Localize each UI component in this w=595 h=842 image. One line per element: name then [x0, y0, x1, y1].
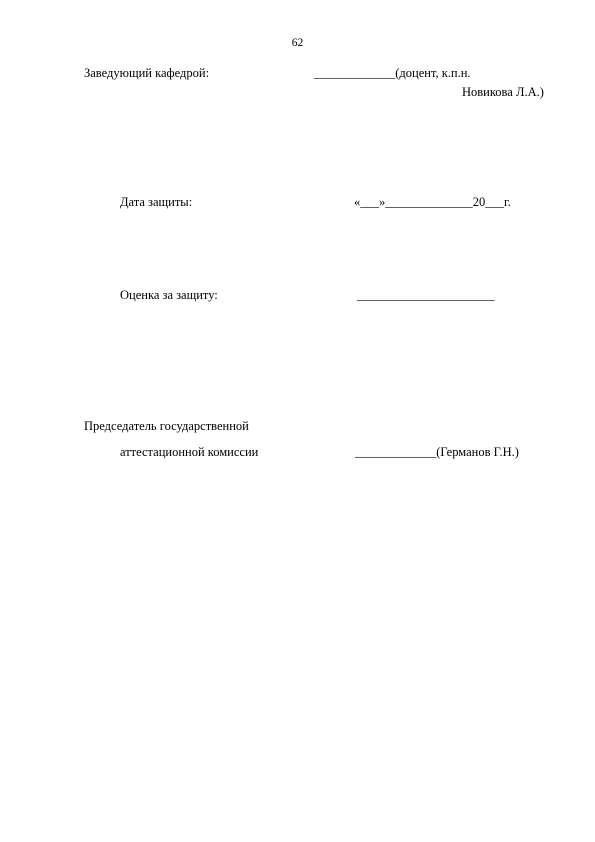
commission-chair-label-line2: аттестационной комиссии — [120, 445, 259, 459]
commission-chair-label-line1: Председатель государственной — [84, 419, 249, 433]
page-number: 62 — [291, 37, 304, 49]
defense-date-value: «___»______________20___г. — [354, 195, 511, 209]
head-of-department-name: Новикова Л.А.) — [462, 85, 544, 99]
defense-grade-label: Оценка за защиту: — [120, 288, 218, 302]
head-of-department-signature: _____________(доцент, к.п.н. — [314, 66, 471, 80]
head-of-department-label: Заведующий кафедрой: — [84, 66, 210, 80]
commission-chair-signature: _____________(Германов Г.Н.) — [355, 445, 519, 459]
defense-date-label: Дата защиты: — [120, 195, 193, 209]
defense-grade-line: ______________________ — [357, 288, 495, 302]
